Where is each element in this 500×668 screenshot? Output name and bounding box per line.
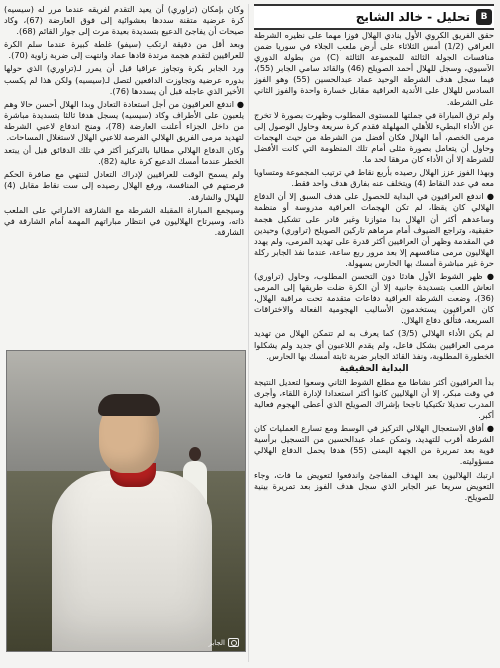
paragraph: ● اندفع العراقيون في البداية للحصول على هدف السبق إلا أن الدفاع الهلالي كان يقظا، لم تكن الهجمات العراقية مدروسة أو منظمة وساعدهم أكثر أن الهلال بدا متوازنا وغير قادر على تشكيل هجمة حقيقية، وتراجع الضيوف أمام مرماهم تاركين الصويلح (تراوري) وحيدين في المقدمة وظهر أن العراقيين أكثر قدرة على تهديد المرمى، ولم يهدد الهلاليون مرمى منافسهم إلا بعد مرور ربع ساعة، عندما نفذ الجابر ركلة حرة غير مباشرة أمسك بها الحارس بسهولة. xyxy=(254,191,494,268)
paragraph: وبعد أقل من دقيقة ارتكب (سيفو) غلطة كبيرة عندما سلم الكرة للعراقيين لتقدم هجمة مرتدة قادها عماد وانتهت إلى ضربة زاوية (70). xyxy=(4,39,244,61)
paragraph: ورد الجابر بكرة وتجاوز عراقيا قبل أن يمرر لـ(تراوري) الذي حولها بدوره عرضية وتجاوزت الدافعين لتصل لـ(سيسيه) ولكن هذا لم يكسب الأخير الذي عاجله قبل أن يسددها (76). xyxy=(4,63,244,96)
paragraph: حقق الفريق الكروي الأول بنادي الهلال فوزا مهما على نظيره الشرطة العراقي (1/2) أمس الثلاثاء على أرض ملعب الجلاء في سوريا ضمن منافسات الجولة الثالثة للمجموعة الثالثة (C) من بطولة الدوري الآسيوي، وسجل للهلال أحمد الصويلح (46) والقائد سامي الجابر (55)، فيما سجل هدف الشرطة الوحيد عماد عبدالحسين (55) وهو الفوز السادس للهلال على الأندية العراقية مقابل خسارة واحدة والفوز الثاني على الشرطة. xyxy=(254,30,494,107)
paragraph: ارتبك الهلاليون بعد الهدف المفاجئ واندفعوا لتعويض ما فات، وجاء التعويض سريعا عبر الجابر الذي سجل هدف الفوز بعد تمريرة بينية للصويلح. xyxy=(254,469,494,502)
paragraph: بدأ العراقيون أكثر نشاطا مع مطلع الشوط الثاني وسعوا لتعديل النتيجة في وقت مبكر، إلا أن الهلاليين كانوا أكثر استعدادا لإدارة اللقاء، وأجرى المدرب تعديلا تكتيكيا ناجحا بإشراك الصويلح الذي أعطى الهجوم فعالية أكبر. xyxy=(254,376,494,421)
paragraph: لم يكن الأداء الهلالي (3/5) كما يعرف به لم تتمكن الهلال من تهديد مرمى العراقيين بشكل فاعل، ولم يقدم اللاعبون أي جديد ولم يشكلوا الخطورة المطلوبة، ونفذ القائد الجابر ضربة ثابتة أمسك بها الحارس. xyxy=(254,328,494,361)
paragraph: ● ظهر الشوط الأول هادئا دون التحسن المطلوب، وحاول (تراوري) انعاش اللعب بتسديدة جانبية إلا أن الكرة ضلت طريقها إلى المرمى (36)، وضعت الشرطة العراقية دفاعات متقدمة تحت مراقبة الهلال، كان العراقيون يستخدمون الأساليب الهجومية الفعالة والاختراقات السريعة، فتألق دفاع الهلال. xyxy=(254,270,494,326)
player-photo xyxy=(6,350,246,652)
paragraph: وكان بإمكان (تراوري) أن يعيد التقدم لفريقه عندما مرر له (سيسيه) كرة عرضية متقنة سددها بعشوائية إلى فوق العارضة (67)، وكاد صيحات أن يفاجئ الدعيع بتسديدة بعيدة مرت إلى جوار القائم (68). xyxy=(4,4,244,37)
paragraph: وبهذا الفوز عزز الهلال رصيده بأربع نقاط في ترتيب المجموعة ومتساويا معه في عدد النقاط (4) ويتخلف عنه بفارق هدف واحد فقط. xyxy=(254,167,494,189)
column-divider xyxy=(248,4,249,662)
paragraph: ● أفاق الاستعجال الهلالي التركيز في الوسط ومع تسارع العمليات كان الشرطة أقرب للتهديد، وتمكن عماد عبدالحسين من التسجيل برأسية قوية بعد تمريرة من الجهة اليمنى (55) هدفا يحمل الدفاع الهلالي مسؤوليته. xyxy=(254,423,494,467)
section-subheading: البداية الحقيقية xyxy=(339,363,409,374)
paragraph: ● اندفع العراقيون من أجل استعادة التعادل وبدا الهلال أحسن حالا وهم يلعبون على الأطراف وكاد (سيسيه) يسجل هدفا ثالثا بتسديدة مباشرة من داخل الجزاء أعلنت العارضة (78)، ومنح اندفاع لاعبي الشرطة لتهديد مرمى الفريق الهلالي الفرصة للاعبي الهلال لاستغلال المساحات. xyxy=(4,98,244,143)
paragraph: وسيجمع المباراة المقبلة الشرطة مع الشارقة الاماراتي على الملعب ذاته، وسيرتاح الهلاليون في انتظار مباراتهم المهمة أمام الشارقة في الشارقة. xyxy=(4,204,244,237)
player-jersey xyxy=(52,471,212,652)
photo-caption xyxy=(208,638,239,647)
player-hair xyxy=(98,394,160,416)
paragraph: ولم يسمح الوقت للعراقيين لإدراك التعادل لتنتهي مع صافرة الحكم فرصتهم في المنافسة، ورفع الهلال رصيده إلى ست نقاط مقابل (4) للهلال والشارقة. xyxy=(4,169,244,202)
background-player-head xyxy=(189,447,201,461)
paragraph: ولم ترق المباراة في جملتها للمستوى المطلوب وظهرت بصورة لا تخرج عن الأداء البطيء للأهلي المهلهلة فقدم كرة سريعة وحاول الوصول إلى مرمى الخصم، أما الهلال فكان أفضل من الشرطة من حيث الهجمات وحاول أن يتعامل بصورة مثلى أمام تلك المنظومة التي كانت الأفضل للشرطة إلا أن الأداء كان مرهقا لحد ما. xyxy=(254,109,494,165)
left-text-column xyxy=(4,4,244,344)
magazine-logo-icon: B xyxy=(476,9,492,25)
article-title: تحليل - خالد الشايج xyxy=(355,10,470,24)
right-text-column xyxy=(254,30,494,660)
camera-icon xyxy=(228,638,239,647)
article-header xyxy=(254,4,494,30)
paragraph: وكان الدفاع الهلالي مطالبا بالتركيز أكثر في تلك الدقائق قبل أن يبتعد الخطر عندما أمسك الدعيع كرة عالية (82). xyxy=(4,145,244,167)
photo-caption-text: الجابر xyxy=(208,638,225,647)
